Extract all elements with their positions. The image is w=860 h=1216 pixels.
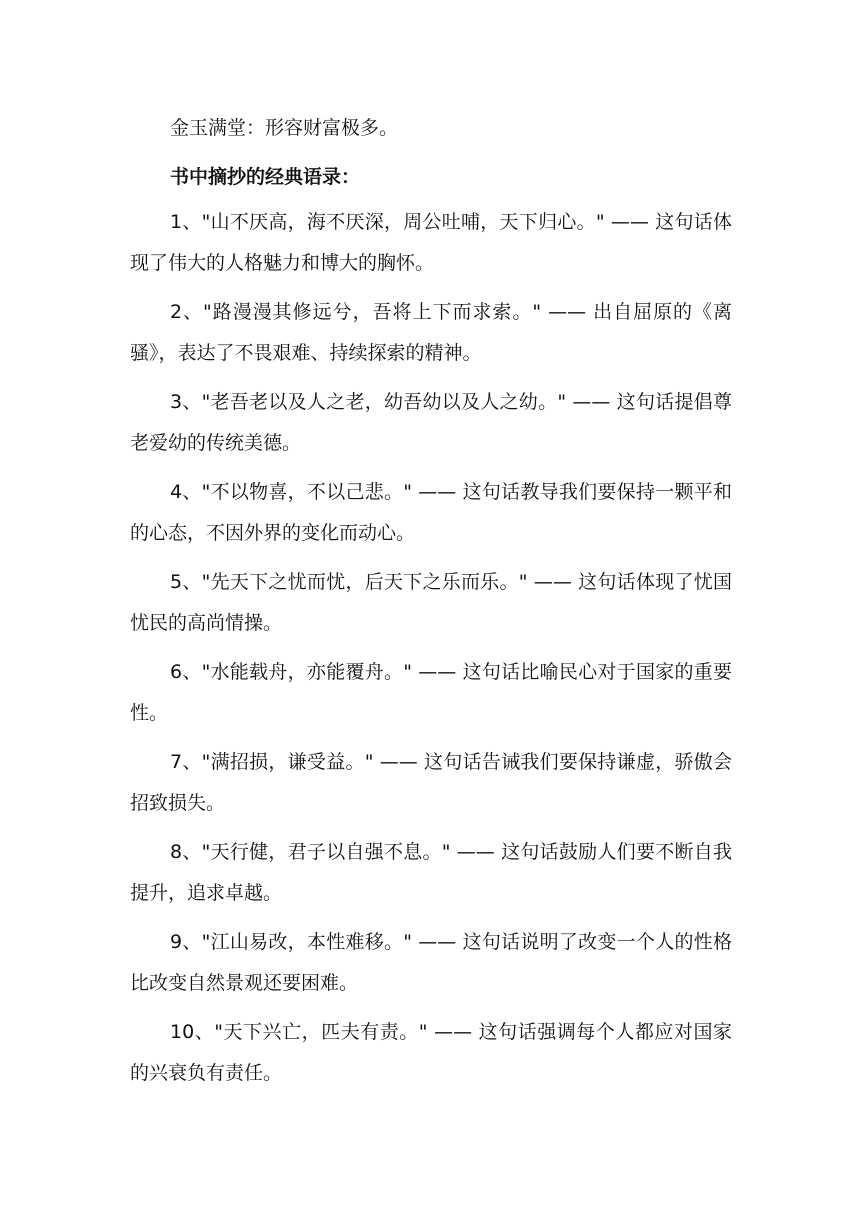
quote-item-9: 9、"江山易改，本性难移。" —— 这句话说明了改变一个人的性格比改变自然景观还要困难。 (130, 931, 732, 994)
quote-item-7: 7、"满招损，谦受益。" —— 这句话告诫我们要保持谦虚，骄傲会招致损失。 (130, 751, 732, 814)
quote-item-5: 5、"先天下之忧而忧，后天下之乐而乐。" —— 这句话体现了忧国忧民的高尚情操。 (130, 571, 732, 634)
quote-item-1: 1、"山不厌高，海不厌深，周公吐哺，天下归心。" —— 这句话体现了伟大的人格魅力和博大的胸怀。 (130, 211, 732, 274)
quote-item-3: 3、"老吾老以及人之老，幼吾幼以及人之幼。" —— 这句话提倡尊老爱幼的传统美德。 (130, 391, 732, 454)
quote-item-10: 10、"天下兴亡，匹夫有责。" —— 这句话强调每个人都应对国家的兴衰负有责任。 (130, 1021, 732, 1084)
quote-item-2: 2、"路漫漫其修远兮，吾将上下而求索。" —— 出自屈原的《离骚》，表达了不畏艰难、持续探索的精神。 (130, 301, 732, 364)
quote-item-6: 6、"水能载舟，亦能覆舟。" —— 这句话比喻民心对于国家的重要性。 (130, 661, 732, 724)
intro-paragraph: 金玉满堂：形容财富极多。 (170, 117, 399, 139)
document-body (130, 108, 732, 1102)
quote-item-4: 4、"不以物喜，不以己悲。" —— 这句话教导我们要保持一颗平和的心态，不因外界的变化而动心。 (130, 481, 732, 544)
quote-item-8: 8、"天行健，君子以自强不息。" —— 这句话鼓励人们要不断自我提升，追求卓越。 (130, 841, 732, 904)
section-title: 书中摘抄的经典语录： (170, 166, 361, 188)
